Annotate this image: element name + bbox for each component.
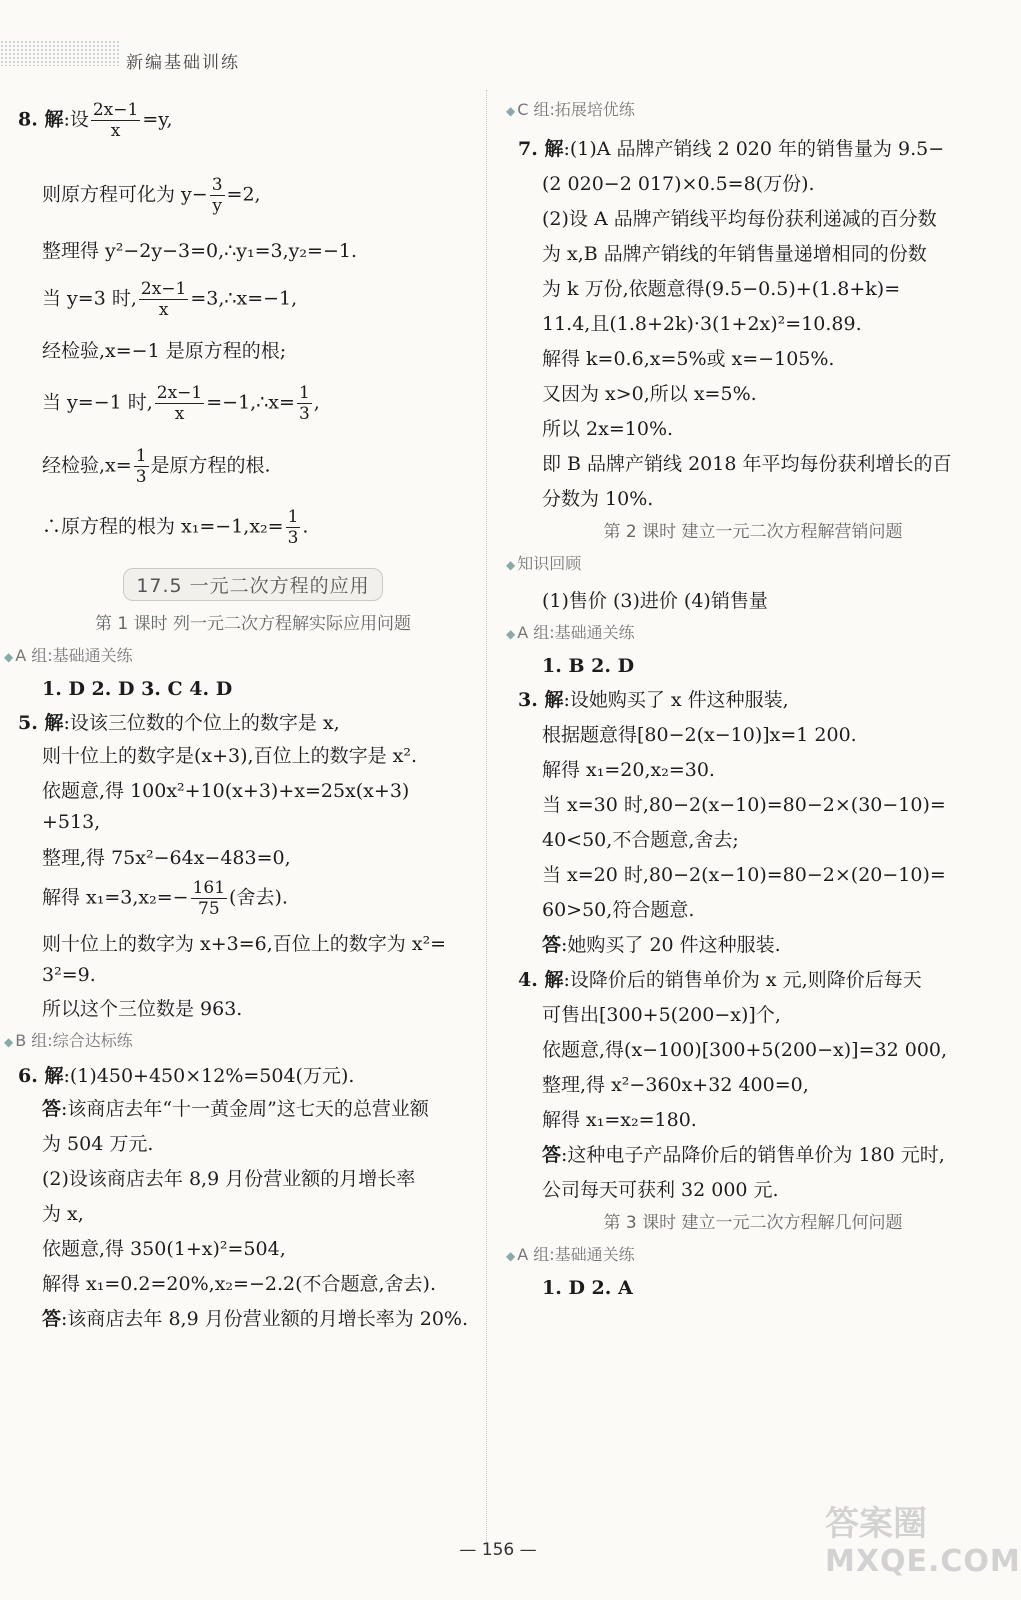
answers-lesson-3: 1. D 2. A — [542, 1277, 633, 1299]
problem-5-line-9: 所以这个三位数是 963. — [42, 998, 243, 1020]
watermark-logo: 答案圈 MXQE.COM — [825, 1504, 1021, 1579]
diamond-icon: ◆ — [506, 627, 516, 641]
diamond-icon: ◆ — [506, 1249, 516, 1263]
problem-6-line-4: (2)设该商店去年 8,9 月份营业额的月增长率 — [42, 1168, 416, 1190]
knowledge-review-heading: ◆ 知识回顾 — [506, 554, 582, 573]
answers-1-2: 1. B 2. D — [542, 655, 635, 677]
problem-8-line-5: 经检验,x=−1 是原方程的根; — [42, 340, 287, 362]
problem-4-line-2: 可售出[300+5(200−x)]个, — [542, 1004, 781, 1026]
problem-3-line-3: 解得 x₁=20,x₂=30. — [542, 759, 715, 781]
problem-7-line-7: 解得 k=0.6,x=5%或 x=−105%. — [542, 348, 835, 370]
problem-7-line-1: 7. 解:(1)A 品牌产销线 2 020 年的销售量为 9.5− — [518, 138, 945, 160]
problem-5-line-8: 3²=9. — [42, 964, 96, 986]
problem-7-line-6: 11.4,且(1.8+2k)·3(1+2x)²=10.89. — [542, 313, 862, 335]
lesson-3-heading: 第 3 课时 建立一元二次方程解几何问题 — [603, 1213, 903, 1233]
group-a-heading: ◆ A 组:基础通关练 — [4, 646, 133, 665]
page-number: — 156 — — [459, 1540, 537, 1560]
problem-8-line-8: ∴原方程的根为 x₁=−1,x₂= $\frac{1}{3}$ . — [42, 507, 309, 548]
problem-5-line-7: 则十位上的数字为 x+3=6,百位上的数字为 x²= — [42, 933, 447, 955]
problem-7-line-11: 分数为 10%. — [542, 488, 654, 510]
group-a2-heading: ◆ A 组:基础通关练 — [506, 623, 635, 642]
problem-7-line-10: 即 B 品牌产销线 2018 年平均每份获利增长的百 — [542, 453, 952, 475]
fraction: $\frac{3}{y}$ — [211, 175, 223, 216]
problem-3-line-6: 当 x=20 时,80−2(x−10)=80−2×(20−10)= — [542, 864, 946, 886]
problem-4-line-6: 答:这种电子产品降价后的销售单价为 180 元时, — [542, 1144, 945, 1166]
left-column — [4, 100, 488, 1330]
knowledge-review-answer: (1)售价 (3)进价 (4)销售量 — [542, 590, 768, 612]
right-column — [506, 96, 988, 1299]
problem-4-line-5: 解得 x₁=x₂=180. — [542, 1109, 697, 1131]
problem-6-line-7: 解得 x₁=0.2=20%,x₂=−2.2(不合题意,舍去). — [42, 1273, 436, 1295]
diamond-icon: ◆ — [4, 650, 14, 664]
problem-8-line-4: 当 y=3 时, $\frac{2x-1}{x}$ =3,∴x=−1, — [42, 279, 298, 320]
problem-7-line-8: 又因为 x>0,所以 x=5%. — [542, 383, 757, 405]
problem-3-line-4: 当 x=30 时,80−2(x−10)=80−2×(30−10)= — [542, 794, 946, 816]
problem-8-line-3: 整理得 y²−2y−3=0,∴y₁=3,y₂=−1. — [42, 240, 357, 262]
diamond-icon: ◆ — [506, 558, 516, 572]
problem-5-line-5: 整理,得 75x²−64x−483=0, — [42, 847, 291, 869]
problem-8-line-2: 则原方程可化为 y− $\frac{3}{y}$ =2, — [42, 175, 261, 216]
problem-7-line-4: 为 x,B 品牌产销线的年销售量递增相同的份数 — [542, 243, 927, 265]
problem-3-line-2: 根据题意得[80−2(x−10)]x=1 200. — [542, 724, 857, 746]
lesson-1-heading: 第 1 课时 列一元二次方程解实际应用问题 — [94, 614, 412, 634]
problem-5-line-1: 5. 解:设该三位数的个位上的数字是 x, — [18, 712, 340, 734]
fraction: $\frac{2x-1}{x}$ — [92, 100, 139, 141]
diamond-icon: ◆ — [4, 1035, 14, 1049]
problem-5-line-2: 则十位上的数字是(x+3),百位上的数字是 x². — [42, 745, 418, 767]
group-b-heading: ◆ B 组:综合达标练 — [4, 1031, 133, 1050]
problem-5-line-6: 解得 x₁=3,x₂=− $\frac{161}{75}$ (舍去). — [42, 878, 288, 919]
problem-4-line-7: 公司每天可获利 32 000 元. — [542, 1179, 779, 1201]
problem-6-line-1: 6. 解:(1)450+450×12%=504(万元). — [18, 1065, 355, 1087]
problem-8-line-1: 8. 解:设 $\frac{2x-1}{x}$ =y, — [18, 100, 173, 141]
answers-1-4: 1. D 2. D 3. C 4. D — [42, 678, 233, 700]
problem-6-line-2: 答:该商店去年“十一黄金周”这七天的总营业额 — [42, 1098, 429, 1120]
group-c-heading: ◆ C 组:拓展培优练 — [506, 100, 635, 119]
problem-6-line-8: 答:该商店去年 8,9 月份营业额的月增长率为 20%. — [42, 1308, 469, 1330]
problem-7-line-5: 为 k 万份,依题意得(9.5−0.5)+(1.8+k)= — [542, 278, 901, 300]
fraction: $\frac{1}{3}$ — [298, 383, 310, 424]
header-dot-band — [0, 40, 120, 66]
problem-4-line-4: 整理,得 x²−360x+32 400=0, — [542, 1074, 809, 1096]
fraction: $\frac{1}{3}$ — [135, 446, 147, 487]
problem-4-line-1: 4. 解:设降价后的销售单价为 x 元,则降价后每天 — [518, 969, 922, 991]
fraction: $\frac{161}{75}$ — [192, 878, 226, 919]
problem-7-line-3: (2)设 A 品牌产销线平均每份获利递减的百分数 — [542, 208, 937, 230]
diamond-icon: ◆ — [506, 104, 516, 118]
problem-8-line-7: 经检验,x= $\frac{1}{3}$ 是原方程的根. — [42, 446, 271, 487]
fraction: $\frac{2x-1}{x}$ — [156, 383, 203, 424]
problem-3-line-8: 答:她购买了 20 件这种服装. — [542, 934, 781, 956]
problem-6-line-5: 为 x, — [42, 1203, 84, 1225]
group-a3-heading: ◆ A 组:基础通关练 — [506, 1245, 635, 1264]
section-17-5-heading: 17.5 一元二次方程的应用 — [18, 568, 488, 601]
problem-5-line-3: 依题意,得 100x²+10(x+3)+x=25x(x+3) — [42, 780, 410, 802]
problem-4-line-3: 依题意,得(x−100)[300+5(200−x)]=32 000, — [542, 1039, 948, 1061]
problem-6-line-6: 依题意,得 350(1+x)²=504, — [42, 1238, 286, 1260]
book-title: 新编基础训练 — [126, 53, 240, 73]
problem-3-line-5: 40<50,不合题意,舍去; — [542, 829, 739, 851]
problem-7-line-9: 所以 2x=10%. — [542, 418, 674, 440]
problem-5-line-4: +513, — [42, 811, 101, 833]
problem-7-line-2: (2 020−2 017)×0.5=8(万份). — [542, 173, 815, 195]
fraction: $\frac{2x-1}{x}$ — [140, 279, 187, 320]
problem-3-line-1: 3. 解:设她购买了 x 件这种服装, — [518, 689, 789, 711]
problem-6-line-3: 为 504 万元. — [42, 1133, 154, 1155]
fraction: $\frac{1}{3}$ — [287, 507, 299, 548]
problem-8-line-6: 当 y=−1 时, $\frac{2x-1}{x}$ =−1,∴x= $\frac{1}{3}$ , — [42, 383, 320, 424]
lesson-2-heading: 第 2 课时 建立一元二次方程解营销问题 — [603, 522, 903, 542]
problem-3-line-7: 60>50,符合题意. — [542, 899, 695, 921]
